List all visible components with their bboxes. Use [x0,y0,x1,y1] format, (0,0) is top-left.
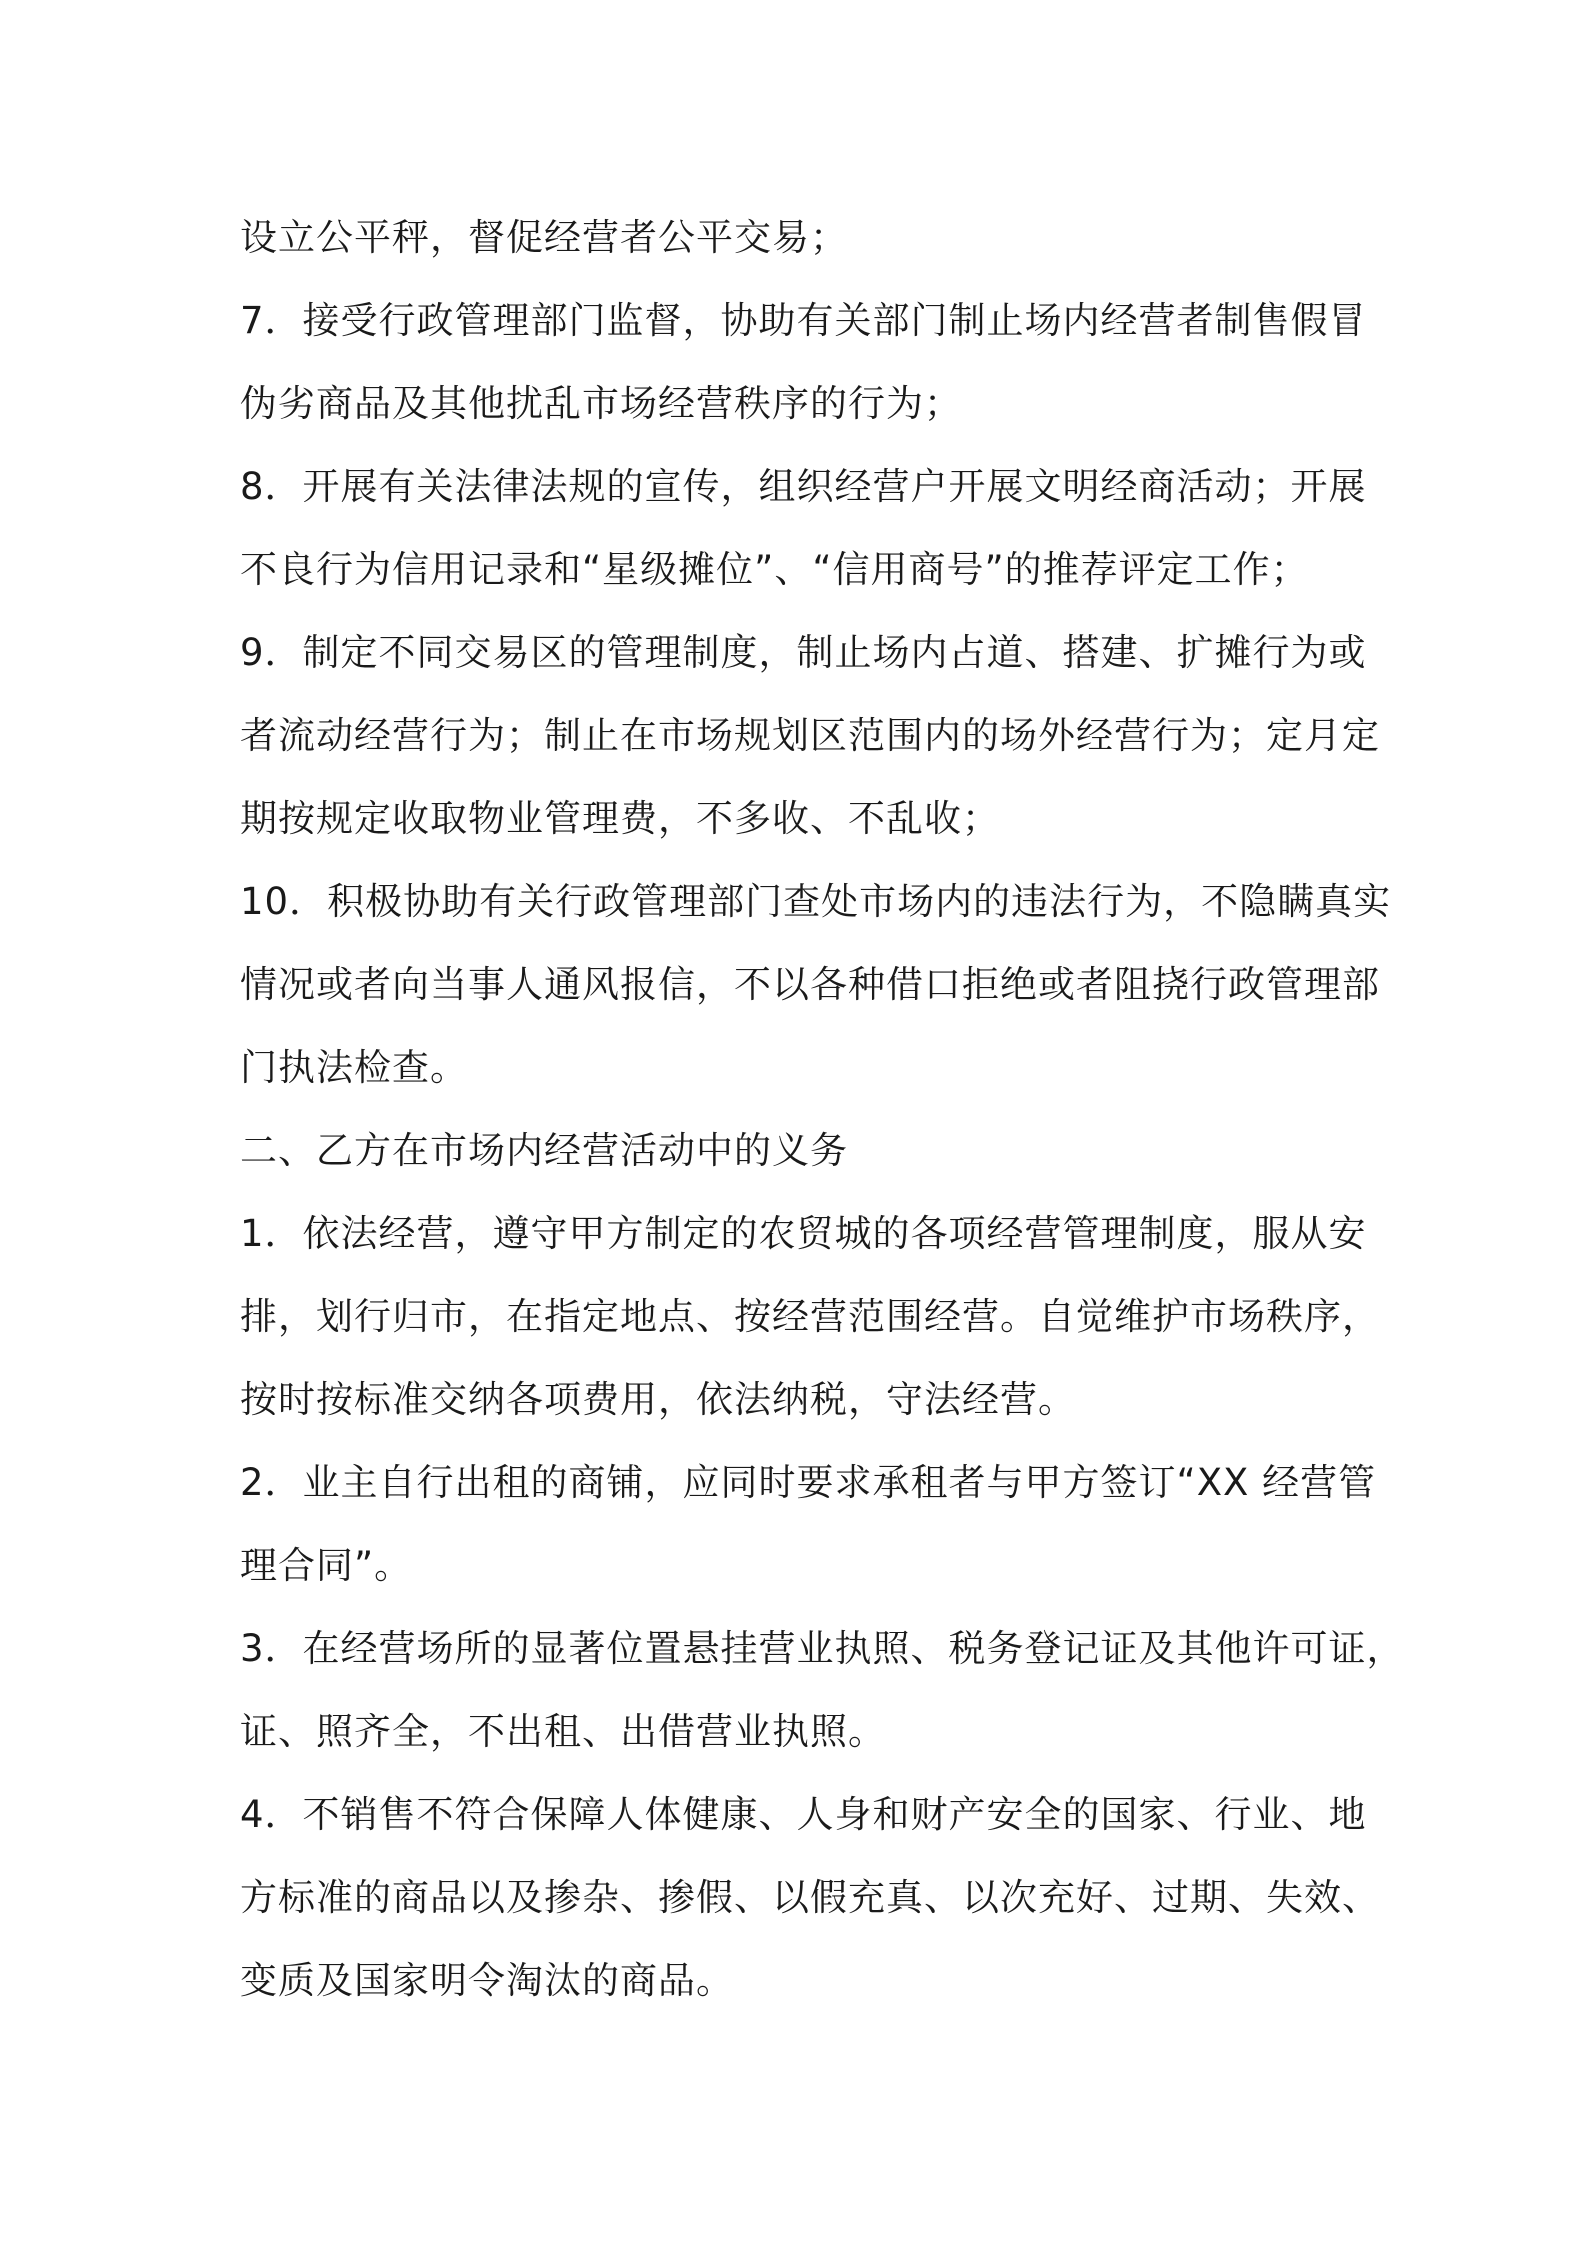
text-line: 2．业主自行出租的商铺，应同时要求承租者与甲方签订“XX 经营管 [240,1461,1377,1504]
document-body [240,196,1405,2022]
text-line: 3．在经营场所的显著位置悬挂营业执照、税务登记证及其他许可证， [240,1627,1405,1670]
paragraph-scale-clause [240,196,1350,279]
clause-8 [240,445,1367,611]
section-heading [240,1109,1350,1192]
clause-7 [240,279,1367,445]
text-line: 理合同”。 [240,1544,413,1587]
text-line: 按时按标准交纳各项费用，依法纳税，守法经营。 [240,1378,1076,1421]
text-line: 期按规定收取物业管理费，不多收、不乱收； [240,797,1000,840]
text-line: 者流动经营行为；制止在市场规划区范围内的场外经营行为；定月定 [240,714,1380,757]
text-line: 情况或者向当事人通风报信，不以各种借口拒绝或者阻挠行政管理部 [240,963,1380,1006]
text-line: 门执法检查。 [240,1046,468,1089]
text-line: 不良行为信用记录和“星级摊位”、“信用商号”的推荐评定工作； [240,548,1309,591]
obligation-1 [240,1192,1380,1441]
obligation-4 [240,1773,1380,2022]
clause-10 [240,860,1392,1109]
text-line: 设立公平秤，督促经营者公平交易； [240,216,848,259]
section-title: 二、乙方在市场内经营活动中的义务 [240,1129,848,1172]
text-line: 变质及国家明令淘汰的商品。 [240,1959,734,2002]
obligation-3 [240,1607,1405,1773]
text-line: 伪劣商品及其他扰乱市场经营秩序的行为； [240,382,962,425]
text-line: 方标准的商品以及掺杂、掺假、以假充真、以次充好、过期、失效、 [240,1876,1380,1919]
text-line: 1．依法经营，遵守甲方制定的农贸城的各项经营管理制度，服从安 [240,1212,1367,1255]
text-line: 7．接受行政管理部门监督，协助有关部门制止场内经营者制售假冒 [240,299,1367,342]
text-line: 9．制定不同交易区的管理制度，制止场内占道、搭建、扩摊行为或 [240,631,1367,674]
text-line: 4．不销售不符合保障人体健康、人身和财产安全的国家、行业、地 [240,1793,1367,1836]
text-line: 排，划行归市，在指定地点、按经营范围经营。自觉维护市场秩序， [240,1295,1380,1338]
text-line: 证、照齐全，不出租、出借营业执照。 [240,1710,886,1753]
obligation-2 [240,1441,1377,1607]
text-line: 10．积极协助有关行政管理部门查处市场内的违法行为，不隐瞒真实 [240,880,1392,923]
text-line: 8．开展有关法律法规的宣传，组织经营户开展文明经商活动；开展 [240,465,1367,508]
clause-9 [240,611,1380,860]
